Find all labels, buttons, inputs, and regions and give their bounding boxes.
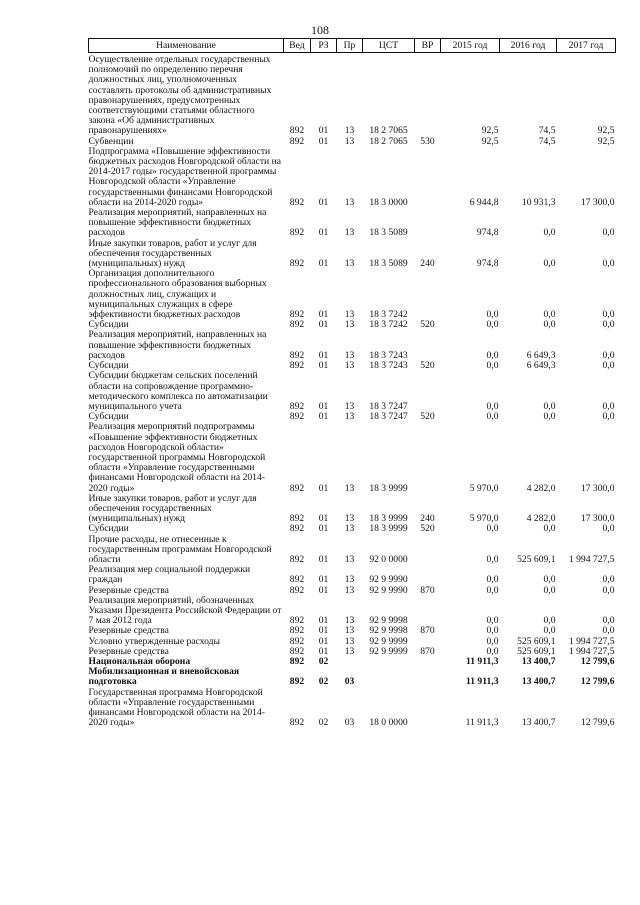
cell-cst: 18 3 9999 (369, 523, 408, 535)
header-year-2015: 2015 год (441, 39, 500, 53)
cell-vr: 870 (420, 625, 435, 637)
cell-vr: 870 (420, 645, 435, 657)
cell-rz: 01 (318, 227, 329, 239)
cell-vr (415, 53, 441, 137)
cell-pr: 13 (344, 625, 355, 637)
cell-name: Национальная оборона (88, 655, 191, 667)
cell-ved: 892 (289, 523, 305, 535)
cell-2016: 0,0 (543, 523, 556, 535)
cell-ved: 892 (289, 676, 305, 688)
cell-rz: 01 (318, 258, 329, 270)
cell-cst: 18 3 7242 (369, 309, 408, 321)
cell-rz: 01 (318, 615, 329, 627)
cell-vr (415, 667, 441, 687)
table-row (89, 147, 616, 208)
cell-vr: 520 (420, 523, 435, 535)
header-name: Наименование (89, 39, 284, 53)
table-row (89, 667, 616, 687)
cell-2017: 0,0 (602, 400, 615, 412)
cell-2016: 0,0 (543, 615, 556, 627)
cell-name: Реализация мероприятий, обозначенных Указами Президента Российской Федерации от 7 мая 2012 года (88, 594, 282, 627)
cell-vr: 870 (420, 584, 435, 596)
cell-2015: 5 970,0 (469, 513, 499, 525)
header-vr: ВР (415, 39, 441, 53)
cell-2016: 0,0 (543, 574, 556, 586)
cell-ved: 892 (289, 227, 305, 239)
cell-2017: 17 300,0 (580, 513, 615, 525)
cell-ved: 892 (289, 574, 305, 586)
cell-2016: 13 400,7 (521, 655, 556, 667)
table-row (89, 239, 616, 270)
budget-table (88, 38, 616, 728)
cell-2016: 4 282,0 (526, 513, 556, 525)
cell-rz: 01 (318, 411, 329, 423)
cell-cst: 18 3 7247 (369, 411, 408, 423)
cell-vr: 240 (420, 513, 435, 525)
cell-ved: 892 (289, 125, 305, 137)
cell-ved: 892 (289, 400, 305, 412)
cell-rz: 01 (318, 645, 329, 657)
cell-2015: 0,0 (486, 523, 499, 535)
cell-name: Субсидии бюджетам сельских поселений области на сопровождение программно-методического комплекса по автоматизации муниципального учета (88, 370, 268, 412)
cell-cst: 92 9 9990 (369, 574, 408, 586)
cell-cst: 92 0 0000 (369, 553, 408, 565)
table-row (89, 269, 616, 320)
cell-pr (337, 657, 363, 667)
cell-vr: 530 (420, 135, 435, 147)
cell-ved: 892 (289, 513, 305, 525)
cell-2017: 0,0 (602, 615, 615, 627)
cell-2015: 0,0 (486, 615, 499, 627)
cell-cst: 18 3 9999 (369, 482, 408, 494)
cell-name: Условно утвержденные расходы (88, 635, 220, 647)
cell-pr: 13 (344, 615, 355, 627)
cell-2017: 0,0 (602, 349, 615, 361)
cell-rz: 02 (318, 655, 329, 667)
cell-ved: 892 (289, 135, 305, 147)
cell-name: Реализация мер социальной поддержки граждан (88, 564, 251, 586)
cell-ved: 892 (289, 553, 305, 565)
cell-vr: 520 (420, 319, 435, 331)
cell-2015: 0,0 (486, 319, 499, 331)
cell-name: Субвенции (88, 135, 134, 147)
cell-2015: 6 944,8 (469, 196, 499, 208)
cell-2017: 12 799,6 (580, 717, 615, 729)
cell-name: Реализация мероприятий, направленных на повышение эффективности бюджетных расходов (88, 329, 267, 361)
cell-cst: 18 3 9999 (369, 513, 408, 525)
cell-cst: 18 2 7065 (369, 125, 408, 137)
cell-2017: 0,0 (602, 319, 615, 331)
cell-pr: 13 (344, 635, 355, 647)
cell-pr: 13 (344, 584, 355, 596)
cell-cst: 18 3 5089 (369, 227, 408, 239)
cell-2017: 0,0 (602, 309, 615, 321)
cell-name: Осуществление отдельных государственных полномочий по определению перечня должностных лиц, уполномоченных составлять протоколы об административных правонарушениях, предусмотренных соответствующими статьями областного закона «Об административных правонарушениях» (88, 54, 272, 137)
cell-2015: 0,0 (486, 625, 499, 637)
cell-rz: 01 (318, 574, 329, 586)
cell-pr: 13 (344, 411, 355, 423)
table-row (89, 494, 616, 525)
cell-2016: 6 649,3 (526, 360, 556, 372)
cell-pr: 13 (344, 645, 355, 657)
cell-ved: 892 (289, 411, 305, 423)
cell-2016: 0,0 (543, 319, 556, 331)
cell-pr: 13 (344, 400, 355, 412)
cell-2017: 1 994 727,5 (568, 553, 615, 565)
cell-ved: 892 (289, 482, 305, 494)
cell-ved: 892 (289, 349, 305, 361)
cell-2017: 0,0 (602, 584, 615, 596)
cell-2015: 0,0 (486, 400, 499, 412)
cell-2015: 92,5 (481, 135, 499, 147)
cell-name: Субсидии (88, 319, 129, 331)
cell-rz: 01 (318, 584, 329, 596)
cell-ved: 892 (289, 258, 305, 270)
cell-2016: 74,5 (538, 135, 556, 147)
cell-2015: 0,0 (486, 574, 499, 586)
cell-cst: 18 3 7243 (369, 360, 408, 372)
cell-cst: 18 3 7242 (369, 319, 408, 331)
cell-name: Иные закупки товаров, работ и услуг для обеспечения государственных (муниципальных) нужд (88, 492, 257, 525)
cell-2016: 525 609,1 (517, 553, 556, 565)
cell-name: Субсидии (88, 523, 129, 535)
cell-rz: 02 (318, 676, 329, 688)
cell-2016: 0,0 (543, 258, 556, 270)
header-cst: ЦСТ (363, 39, 415, 53)
cell-ved: 892 (289, 196, 305, 208)
cell-2017: 12 799,6 (580, 676, 615, 688)
cell-vr (415, 688, 441, 729)
cell-cst: 92 9 9998 (369, 615, 408, 627)
cell-rz: 01 (318, 309, 329, 321)
cell-vr: 520 (420, 360, 435, 372)
cell-vr: 240 (420, 258, 435, 270)
cell-2015: 0,0 (486, 584, 499, 596)
cell-2016: 0,0 (543, 584, 556, 596)
cell-2015: 5 970,0 (469, 482, 499, 494)
cell-vr (415, 208, 441, 239)
cell-ved: 892 (289, 717, 305, 729)
cell-name: Реализация мероприятий, направленных на повышение эффективности бюджетных расходов (88, 207, 267, 239)
table-row (89, 535, 616, 566)
cell-cst: 18 0 0000 (369, 717, 408, 729)
cell-2016: 525 609,1 (517, 635, 556, 647)
cell-pr: 13 (344, 482, 355, 494)
cell-2016: 13 400,7 (521, 676, 556, 688)
cell-cst: 18 3 0000 (369, 196, 408, 208)
cell-rz: 01 (318, 513, 329, 525)
cell-2016: 0,0 (543, 309, 556, 321)
cell-pr: 13 (344, 360, 355, 372)
cell-cst: 18 3 5089 (369, 258, 408, 270)
table-row (89, 688, 616, 729)
cell-cst: 92 9 9990 (369, 584, 408, 596)
cell-pr: 13 (344, 135, 355, 147)
cell-rz: 01 (318, 319, 329, 331)
table-row (89, 596, 616, 627)
cell-rz: 01 (318, 196, 329, 208)
cell-2015: 0,0 (486, 645, 499, 657)
header-ved: Вед (284, 39, 311, 53)
cell-vr (415, 330, 441, 361)
cell-2017: 17 300,0 (580, 196, 615, 208)
cell-cst: 18 3 7243 (369, 349, 408, 361)
cell-2015: 974,8 (476, 227, 499, 239)
cell-vr (415, 147, 441, 208)
cell-ved: 892 (289, 635, 305, 647)
cell-pr: 03 (344, 717, 355, 729)
cell-ved: 892 (289, 584, 305, 596)
cell-rz: 02 (318, 717, 329, 729)
cell-2016: 0,0 (543, 227, 556, 239)
cell-2015: 0,0 (486, 553, 499, 565)
cell-cst: 18 2 7065 (369, 135, 408, 147)
cell-name: Организация дополнительного профессионального образования выборных должностных лиц, служащих и муниципальных служащих в сфере эффективности бюджетных расходов (88, 268, 267, 321)
cell-2017: 0,0 (602, 523, 615, 535)
cell-2016: 6 649,3 (526, 349, 556, 361)
cell-2015: 974,8 (476, 258, 499, 270)
header-pr: Пр (337, 39, 363, 53)
cell-pr: 13 (344, 319, 355, 331)
cell-pr: 03 (344, 676, 355, 688)
cell-2015: 11 911,3 (465, 676, 499, 688)
cell-pr: 13 (344, 309, 355, 321)
cell-cst: 18 3 7247 (369, 400, 408, 412)
cell-pr: 13 (344, 523, 355, 535)
cell-2015: 0,0 (486, 360, 499, 372)
cell-pr: 13 (344, 227, 355, 239)
cell-rz: 01 (318, 360, 329, 372)
cell-cst: 92 9 9999 (369, 645, 408, 657)
cell-pr: 13 (344, 553, 355, 565)
cell-name: Реализация мероприятий подпрограммы «Повышение эффективности бюджетных расходов Новгородской области» государственной программы Новгородской области «Управление государственными финансами Новгородской области на 2014-2020 годы» (88, 421, 266, 494)
page-number: 108 (311, 23, 329, 37)
cell-vr (415, 565, 441, 585)
table-row (89, 371, 616, 412)
cell-vr (415, 535, 441, 566)
cell-vr: 520 (420, 411, 435, 423)
cell-2015: 0,0 (486, 635, 499, 647)
cell-2015: 11 911,3 (465, 655, 499, 667)
cell-2017: 0,0 (602, 258, 615, 270)
cell-2016: 74,5 (538, 125, 556, 137)
cell-2015: 11 911,3 (465, 717, 499, 729)
cell-ved: 892 (289, 625, 305, 637)
cell-rz: 01 (318, 400, 329, 412)
cell-2016: 4 282,0 (526, 482, 556, 494)
cell-name: Резервные средства (88, 645, 169, 657)
cell-pr: 13 (344, 258, 355, 270)
cell-ved: 892 (289, 615, 305, 627)
cell-2017: 0,0 (602, 625, 615, 637)
cell-2017: 92,5 (597, 125, 615, 137)
cell-2017: 12 799,6 (580, 655, 615, 667)
cell-cst: 92 9 9999 (369, 635, 408, 647)
cell-2015: 92,5 (481, 125, 499, 137)
cell-pr: 13 (344, 196, 355, 208)
cell-2016: 0,0 (543, 400, 556, 412)
table-row (89, 422, 616, 493)
cell-vr (415, 371, 441, 412)
cell-vr (415, 269, 441, 320)
cell-2017: 1 994 727,5 (568, 645, 615, 657)
cell-rz: 01 (318, 553, 329, 565)
cell-name: Подпрограмма «Повышение эффективности бюджетных расходов Новгородской области на 2014-2017 годы» государственной программы Новгородской области «Управление государственными финансами Новгородской области на 2014-2020 годы» (88, 145, 281, 208)
cell-name: Резервные средства (88, 584, 169, 596)
cell-ved: 892 (289, 645, 305, 657)
cell-rz: 01 (318, 625, 329, 637)
table-row (89, 208, 616, 239)
cell-rz: 01 (318, 523, 329, 535)
cell-rz: 01 (318, 125, 329, 137)
cell-rz: 01 (318, 135, 329, 147)
cell-name: Прочие расходы, не отнесенные к государственным программам Новгородской области (88, 533, 272, 565)
cell-name: Мобилизационная и вневойсковая подготовка (88, 666, 240, 688)
cell-2017: 1 994 727,5 (568, 635, 615, 647)
cell-ved: 892 (289, 360, 305, 372)
cell-cst (363, 657, 415, 667)
header-year-2017: 2017 год (557, 39, 616, 53)
cell-2015: 0,0 (486, 309, 499, 321)
cell-name: Субсидии (88, 411, 129, 423)
cell-2017: 0,0 (602, 574, 615, 586)
cell-pr: 13 (344, 125, 355, 137)
cell-ved: 892 (289, 309, 305, 321)
cell-vr (415, 657, 441, 667)
header-year-2016: 2016 год (500, 39, 557, 53)
cell-pr: 13 (344, 349, 355, 361)
cell-2016: 10 931,3 (521, 196, 556, 208)
cell-rz: 01 (318, 635, 329, 647)
cell-2017: 0,0 (602, 227, 615, 239)
cell-cst: 92 9 9998 (369, 625, 408, 637)
header-rz: РЗ (311, 39, 337, 53)
cell-name: Государственная программа Новгородской области «Управление государственными финансами Новгородской области на 2014-2020 годы» (88, 686, 265, 729)
cell-vr (415, 596, 441, 627)
cell-2016: 525 609,1 (517, 645, 556, 657)
cell-2017: 0,0 (602, 360, 615, 372)
cell-ved: 892 (289, 655, 305, 667)
cell-2017: 0,0 (602, 411, 615, 423)
cell-2016: 0,0 (543, 411, 556, 423)
table-row (89, 53, 616, 137)
cell-2016: 0,0 (543, 625, 556, 637)
cell-name: Иные закупки товаров, работ и услуг для обеспечения государственных (муниципальных) нужд (88, 237, 257, 270)
table-row (89, 330, 616, 361)
cell-pr: 13 (344, 513, 355, 525)
cell-2015: 0,0 (486, 349, 499, 361)
cell-name: Резервные средства (88, 625, 169, 637)
cell-pr: 13 (344, 574, 355, 586)
cell-rz: 01 (318, 349, 329, 361)
table-row (89, 565, 616, 585)
cell-2015: 0,0 (486, 411, 499, 423)
cell-rz: 01 (318, 482, 329, 494)
cell-2016: 13 400,7 (521, 717, 556, 729)
cell-name: Субсидии (88, 360, 129, 372)
table-header-row (89, 39, 616, 53)
cell-cst (363, 667, 415, 687)
cell-2017: 17 300,0 (580, 482, 615, 494)
cell-vr (415, 422, 441, 493)
cell-2017: 92,5 (597, 135, 615, 147)
cell-ved: 892 (289, 319, 305, 331)
